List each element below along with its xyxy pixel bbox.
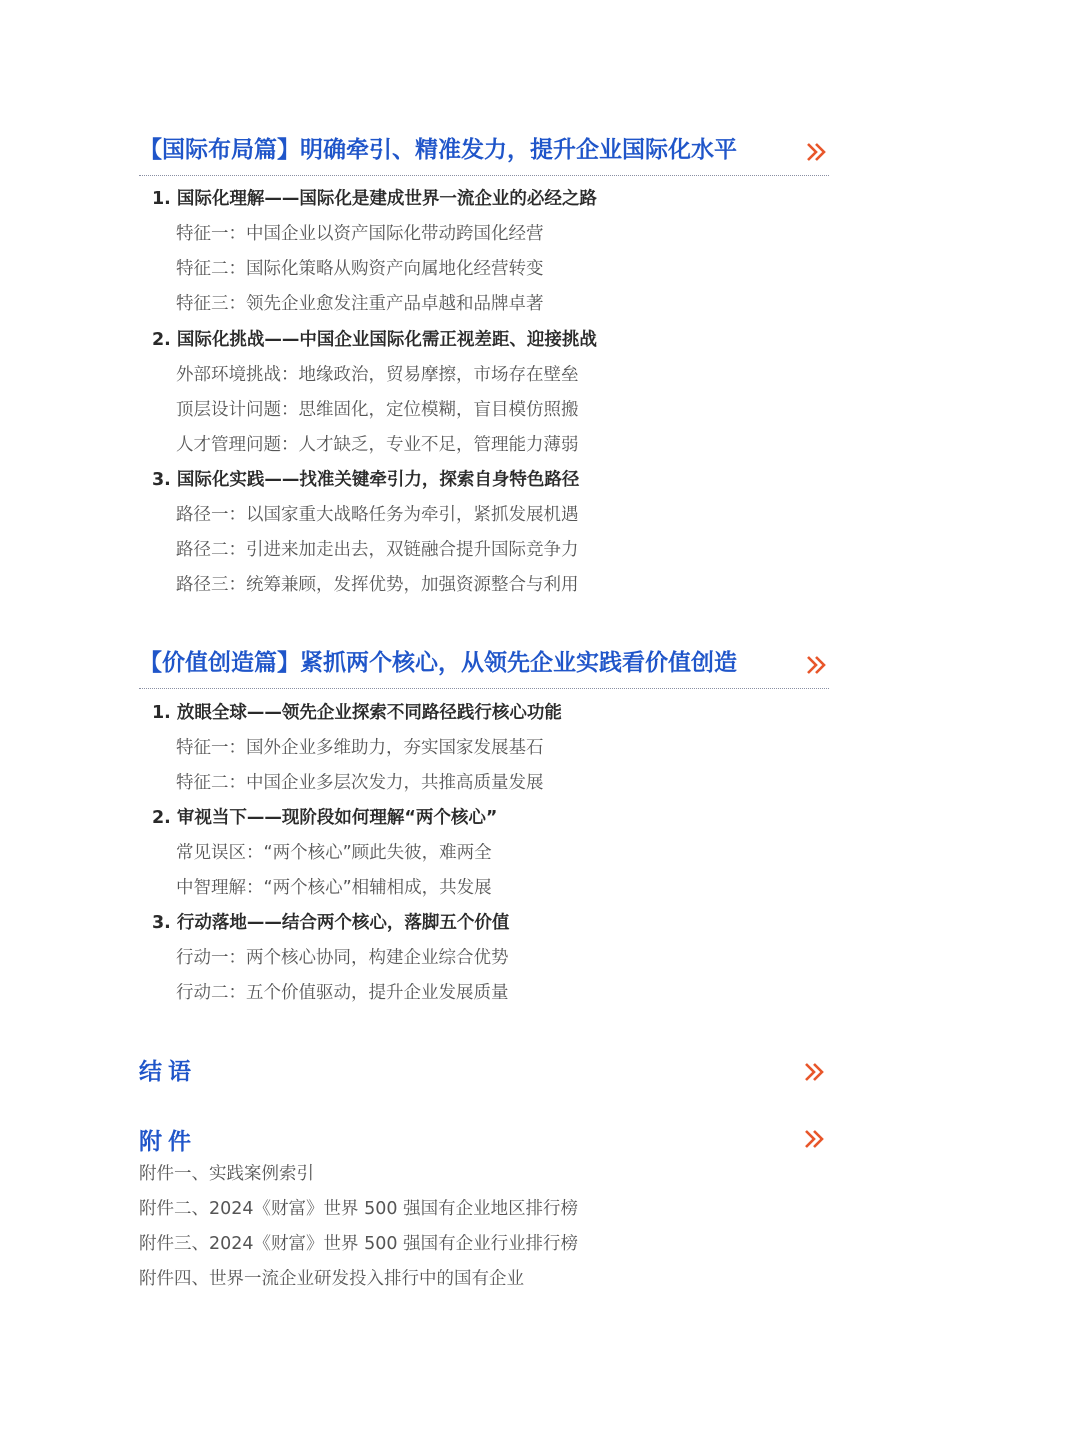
- list-item: 路径二：引进来加走出去，双链融合提升国际竞争力: [176, 540, 579, 560]
- list-item: 顶层设计问题：思维固化，定位模糊，盲目模仿照搬: [176, 400, 579, 420]
- list-item: 行动一：两个核心协同，构建企业综合优势: [176, 948, 509, 968]
- list-item: 特征二：国际化策略从购资产向属地化经营转变: [176, 259, 544, 279]
- attachment-item: 附件三、2024《财富》世界 500 强国有企业行业排行榜: [139, 1234, 579, 1254]
- list-item: 特征一：中国企业以资产国际化带动跨国化经营: [176, 224, 544, 244]
- double-chevron-right-icon[interactable]: [803, 1061, 825, 1083]
- list-item: 特征二：中国企业多层次发力，共推高质量发展: [176, 773, 544, 793]
- double-chevron-right-icon[interactable]: [805, 654, 827, 676]
- list-heading: 1. 放眼全球——领先企业探索不同路径践行核心功能: [152, 703, 562, 723]
- section-title: 【国际布局篇】明确牵引、精准发力，提升企业国际化水平: [139, 137, 737, 163]
- double-chevron-right-icon[interactable]: [805, 141, 827, 163]
- list-item: 路径三：统筹兼顾，发挥优势，加强资源整合与利用: [176, 575, 579, 595]
- list-item: 特征三：领先企业愈发注重产品卓越和品牌卓著: [176, 294, 544, 314]
- attachments-title: 附件: [139, 1129, 197, 1155]
- list-item: 路径一：以国家重大战略任务为牵引，紧抓发展机遇: [176, 505, 579, 525]
- attachment-item: 附件四、世界一流企业研发投入排行中的国有企业: [139, 1269, 524, 1289]
- conclusion-title: 结语: [139, 1059, 197, 1085]
- list-item: 中智理解：“两个核心”相辅相成，共发展: [176, 878, 492, 898]
- list-item: 人才管理问题：人才缺乏，专业不足，管理能力薄弱: [176, 435, 579, 455]
- list-heading: 1. 国际化理解——国际化是建成世界一流企业的必经之路: [152, 189, 597, 209]
- list-item: 行动二：五个价值驱动，提升企业发展质量: [176, 983, 509, 1003]
- list-item: 外部环境挑战：地缘政治，贸易摩擦，市场存在壁垒: [176, 365, 579, 385]
- attachment-item: 附件二、2024《财富》世界 500 强国有企业地区排行榜: [139, 1199, 579, 1219]
- list-item: 特征一：国外企业多维助力，夯实国家发展基石: [176, 738, 544, 758]
- attachment-item: 附件一、实践案例索引: [139, 1164, 314, 1184]
- double-chevron-right-icon[interactable]: [803, 1128, 825, 1150]
- list-heading: 3. 国际化实践——找准关键牵引力，探索自身特色路径: [152, 470, 580, 490]
- section-header-value-creation: [139, 648, 829, 689]
- section-title: 【价值创造篇】紧抓两个核心，从领先企业实践看价值创造: [139, 650, 737, 676]
- list-heading: 3. 行动落地——结合两个核心，落脚五个价值: [152, 913, 510, 933]
- list-heading: 2. 国际化挑战——中国企业国际化需正视差距、迎接挑战: [152, 330, 597, 350]
- section-header-international: [139, 135, 829, 176]
- list-item: 常见误区：“两个核心”顾此失彼，难两全: [176, 843, 492, 863]
- list-heading: 2. 审视当下——现阶段如何理解“两个核心”: [152, 808, 498, 828]
